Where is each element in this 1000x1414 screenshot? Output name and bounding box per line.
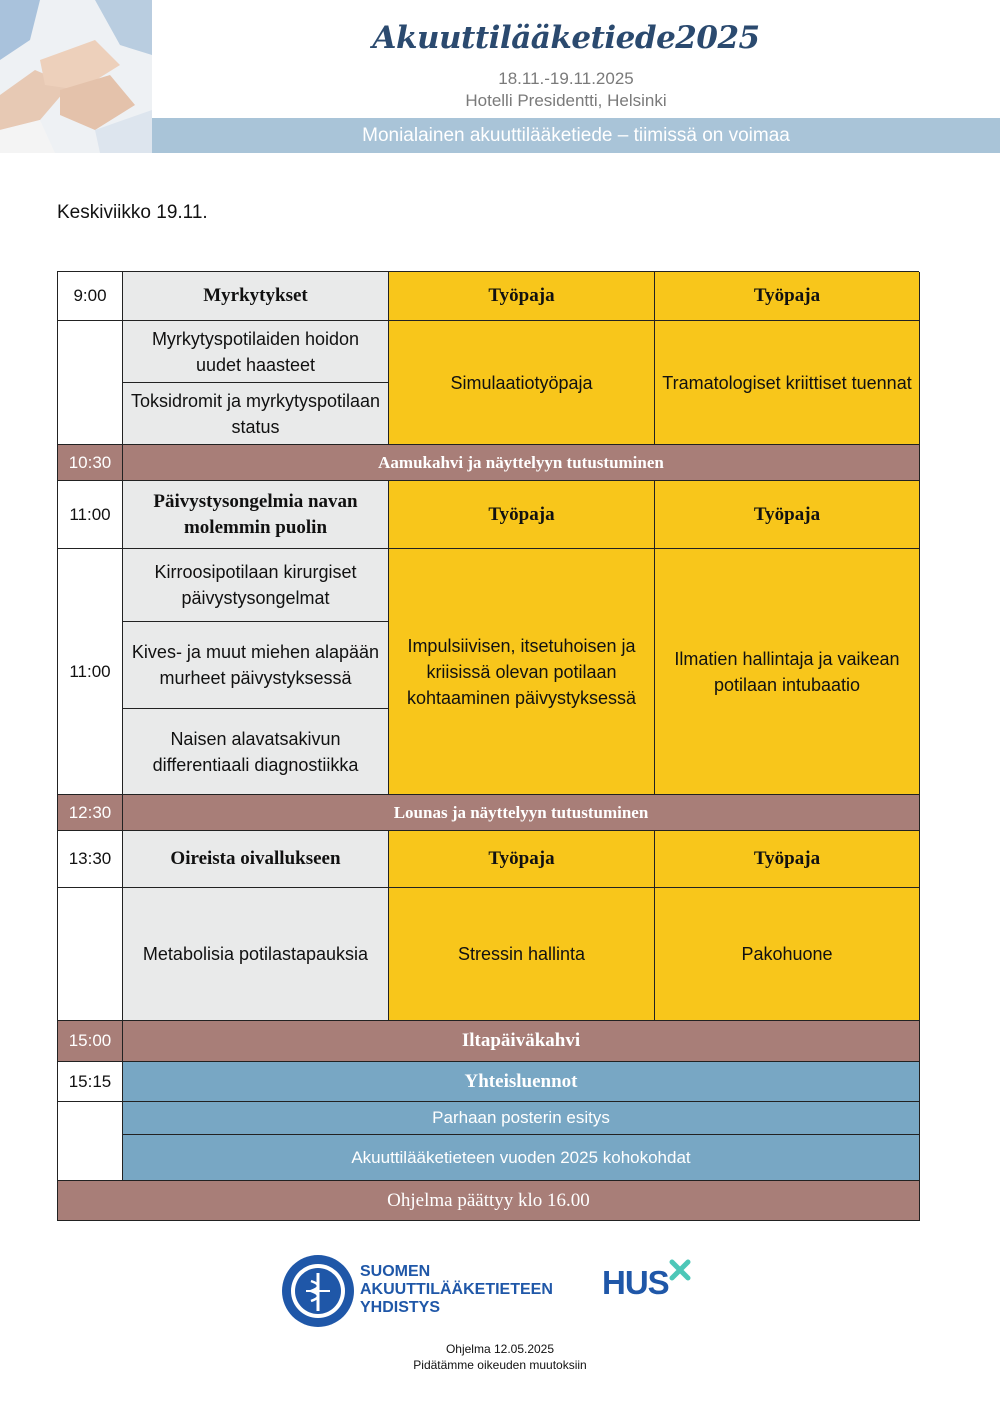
hus-logo-text: HUS (602, 1264, 669, 1301)
tagline-band: Monialainen akuuttilääketiede – tiimissä on voimaa (152, 118, 1000, 153)
plenary-item: Akuuttilääketieteen vuoden 2025 kohokohdat (123, 1135, 920, 1181)
time-cell: 13:30 (58, 831, 123, 888)
time-cell: 9:00 (58, 272, 123, 321)
event-title: Akuuttilääketiede2025 (372, 20, 760, 56)
time-cell: 15:15 (58, 1062, 123, 1102)
society-name-line: AKUUTTILÄÄKETIETEEN (360, 1281, 553, 1298)
workshop-header: Työpaja (655, 481, 920, 549)
society-name-line: YHDISTYS (360, 1299, 441, 1316)
workshop-header: Työpaja (655, 831, 920, 888)
society-name-line: SUOMEN (360, 1263, 431, 1280)
time-cell-empty (58, 321, 123, 445)
sayh-logo (280, 1253, 570, 1329)
schedule-table (57, 271, 919, 1221)
break-label: Aamukahvi ja näyttelyyn tutustuminen (123, 445, 920, 481)
disclaimer: Pidätämme oikeuden muutoksiin (413, 1358, 587, 1372)
talk-cell: Toksidromit ja myrkytyspotilaan status (123, 383, 389, 445)
break-label: Iltapäiväkahvi (123, 1021, 920, 1062)
workshop-topic: Impulsiivisen, itsetuhoisen ja kriisissä olevan potilaan kohtaaminen päivystyksessä (389, 549, 655, 795)
team-hands-image (0, 0, 152, 153)
event-venue: Hotelli Presidentti, Helsinki (465, 91, 667, 110)
workshop-topic: Simulaatiotyöpaja (389, 321, 655, 445)
break-label: Lounas ja näyttelyyn tutustuminen (123, 795, 920, 831)
break-time: 12:30 (58, 795, 123, 831)
break-time: 15:00 (58, 1021, 123, 1062)
time-cell: 11:00 (58, 481, 123, 549)
header-photo (0, 0, 152, 153)
time-cell-empty (58, 888, 123, 1021)
time-cell-empty (58, 1102, 123, 1181)
workshop-header: Työpaja (655, 272, 920, 321)
workshop-header: Työpaja (389, 831, 655, 888)
track-title: Oireista oivallukseen (123, 831, 389, 888)
workshop-topic: Pakohuone (655, 888, 920, 1021)
event-dates-venue (152, 68, 980, 112)
plenary-title: Yhteisluennot (123, 1062, 920, 1102)
workshop-topic: Ilmatien hallintaja ja vaikean potilaan intubaatio (655, 549, 920, 795)
society-name (360, 1263, 553, 1317)
talk-cell: Kirroosipotilaan kirurgiset päivystysongelmat (123, 549, 389, 622)
workshop-header: Työpaja (389, 481, 655, 549)
track-title: Päivystysongelmia navan molemmin puolin (123, 481, 389, 549)
hus-logo (602, 1258, 697, 1308)
workshop-header: Työpaja (389, 272, 655, 321)
society-emblem-icon (280, 1253, 356, 1329)
event-dates: 18.11.-19.11.2025 (498, 69, 634, 88)
talk-cell: Kives- ja muut miehen alapään murheet päivystyksessä (123, 622, 389, 709)
hus-cross-icon (668, 1258, 694, 1282)
talk-cell: Metabolisia potilastapauksia (123, 888, 389, 1021)
program-date: Ohjelma 12.05.2025 (445, 1342, 555, 1356)
workshop-topic: Stressin hallinta (389, 888, 655, 1021)
break-time: 10:30 (58, 445, 123, 481)
day-heading: Keskiviikko 19.11. (57, 202, 208, 223)
talk-cell: Myrkytyspotilaiden hoidon uudet haasteet (123, 321, 389, 383)
time-cell: 11:00 (58, 549, 123, 795)
plenary-item: Parhaan posterin esitys (123, 1102, 920, 1135)
program-end: Ohjelma päättyy klo 16.00 (58, 1181, 920, 1221)
track-title: Myrkytykset (123, 272, 389, 321)
talk-cell: Naisen alavatsakivun differentiaali diagnostiikka (123, 709, 389, 795)
workshop-topic: Tramatologiset kriittiset tuennat (655, 321, 920, 445)
